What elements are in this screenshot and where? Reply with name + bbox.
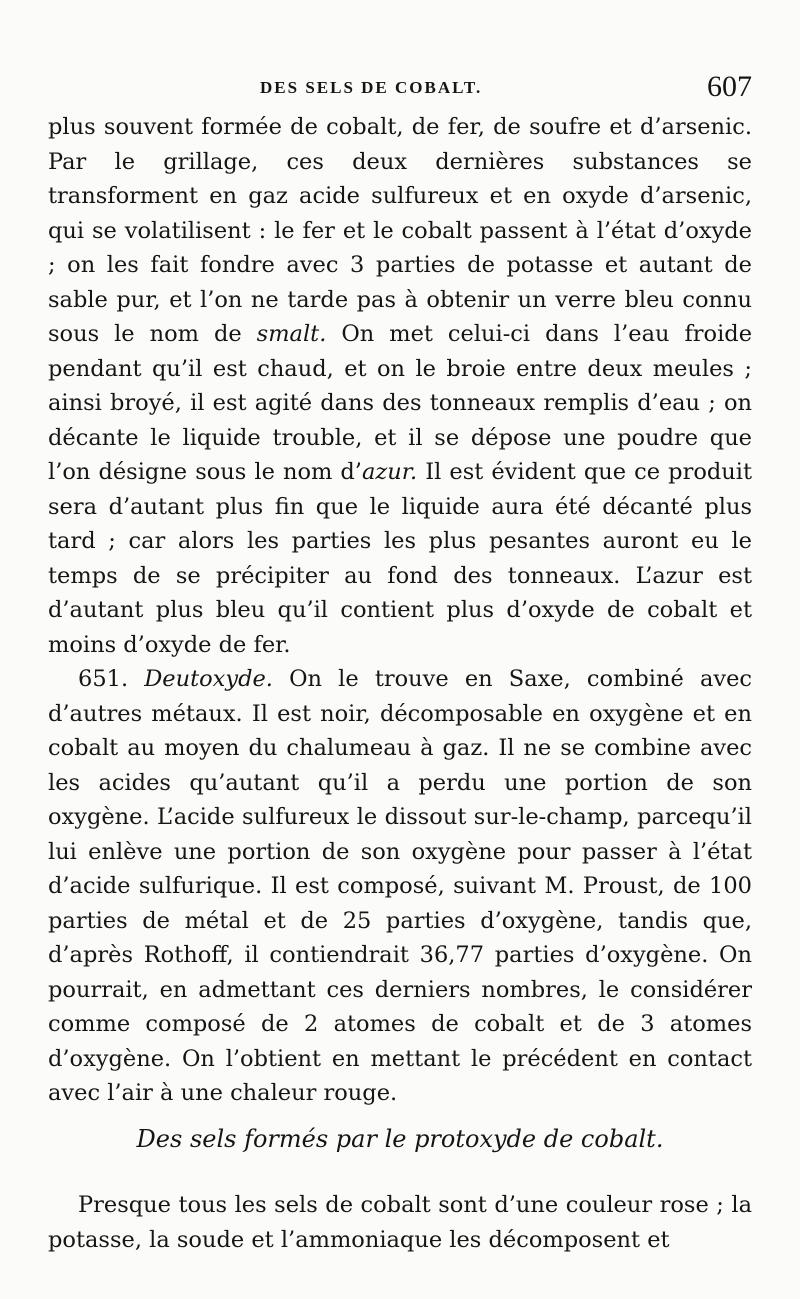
- paragraph-smalt-azur: [48, 110, 752, 662]
- section-heading: Des sels formés par le protoxyde de cobalt.: [136, 1125, 664, 1153]
- page-header: [48, 70, 752, 110]
- paragraph-text: Presque tous les sels de cobalt sont d’une couleur rose ; la potasse, la soude et l’ammoniaque les décomposent et: [48, 1192, 752, 1253]
- paragraph-number: 651.: [78, 666, 129, 692]
- term-azur: azur.: [361, 459, 418, 485]
- paragraph-deutoxyde: [48, 662, 752, 1111]
- page-number: 607: [707, 70, 752, 103]
- paragraph-text: On le trouve en Saxe, combiné avec d’autres métaux. Il est noir, décomposable en oxygène et en cobalt au moyen du chalumeau à gaz. Il ne se combine avec les acides qu’autant qu’il a perdu une portion de son oxygène. L’acide sulfureux le dissout sur-le-champ, parcequ’il lui enlève une portion de son oxygène pour passer à l’état d’acide sulfurique. Il est composé, suivant M. Proust, de 100 parties de métal et de 25 parties d’oxygène, tandis que, d’après Rothoff, il contiendrait 36,77 parties d’oxygène. On pourrait, en admettant ces derniers nombres, le considérer comme composé de 2 atomes de cobalt et de 3 atomes d’oxygène. On l’obtient en mettant le précédent en contact avec l’air à une chaleur rouge.: [48, 666, 752, 1106]
- term-smalt: smalt.: [256, 321, 327, 347]
- running-title: DES SELS DE COBALT.: [260, 78, 483, 97]
- paragraph-text: Il est évident que ce produit sera d’autant plus fin que le liquide aura été décanté plus tard ; car alors les parties les plus pesantes auront eu le temps de se précipiter au fond des tonneaux. L’azur est d’autant plus bleu qu’il contient plus d’oxyde de cobalt et moins d’oxyde de fer.: [48, 459, 752, 658]
- paragraph-text: plus souvent formée de cobalt, de fer, de soufre et d’arsenic. Par le grillage, ces deux dernières substances se transforment en gaz acide sulfureux et en oxyde d’arsenic, qui se volatilisent : le fer et le cobalt passent à l’état d’oxyde ; on les fait fondre avec 3 parties de potasse et autant de sable pur, et l’on ne tarde pas à obtenir un verre bleu connu sous le nom de: [48, 114, 752, 347]
- body-text: [48, 110, 752, 1111]
- term-deutoxyde: Deutoxyde.: [144, 666, 273, 692]
- paragraph-sels-cobalt: [48, 1188, 752, 1257]
- paragraph-text: On met celui-ci dans l’eau froide pendant qu’il est chaud, et on le broie entre deux meules ; ainsi broyé, il est agité dans des tonneaux remplis d’eau ; on décante le liquide trouble, et il se dépose une poudre que l’on désigne sous le nom d’: [48, 321, 753, 485]
